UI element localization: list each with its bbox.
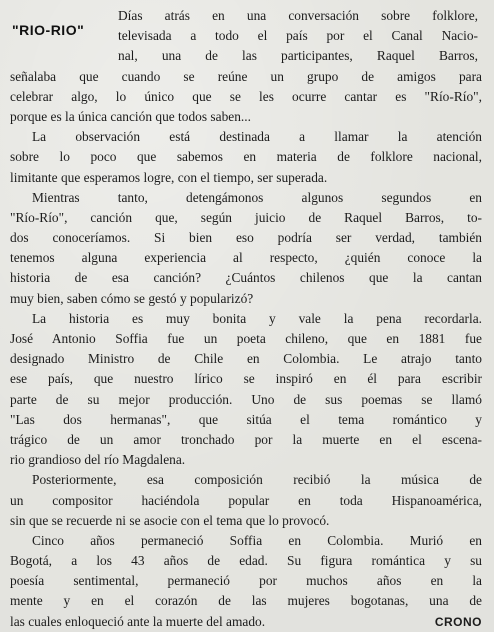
article-line: designado Ministro de Chile en Colombia. Le atrajo tanto	[10, 351, 482, 367]
article-line: señalaba que cuando se reúne un grupo de amigos para	[10, 68, 482, 84]
article-line: nal, una de las participantes, Raquel Barros,	[118, 48, 478, 64]
article-line: limitante que esperamos logre, con el tiempo, ser superada.	[10, 169, 328, 185]
article-line: Cinco años permaneció Soffia en Colombia. Murió en	[32, 532, 482, 548]
article-line: rio grandioso del río Magdalena.	[10, 452, 186, 468]
article-line: tenemos alguna experiencia al respecto, ¿quién conoce la	[10, 250, 482, 266]
article-line: celebrar algo, lo único que se les ocurre cantar es "Río-Río",	[10, 88, 482, 104]
article-line: Mientras tanto, detengámonos algunos segundos en	[32, 189, 482, 205]
article-line: poesía sentimental, permaneció por muchos años en la	[10, 573, 482, 589]
article-line: "Río-Río", canción que, según juicio de Raquel Barros, to-	[10, 209, 482, 225]
article-line: historia de esa canción? ¿Cuántos chilenos que la cantan	[10, 270, 482, 286]
article-line: Bogotá, a los 43 años de edad. Su figura romántica y su	[10, 553, 482, 569]
article-line: Días atrás en una conversación sobre folklore,	[118, 8, 478, 23]
article-line: ese país, que nuestro lírico se inspiró en él para escribir	[10, 371, 482, 387]
byline: CRONO	[434, 614, 482, 629]
article-line: "Las dos hermanas", que sitúa el tema romántico y	[10, 411, 482, 427]
article-line: sin que se recuerde ni se asocie con el tema que lo provocó.	[10, 512, 330, 528]
article-line: trágico de un amor tronchado por la muerte en el escena-	[10, 431, 482, 447]
article-line: dos conoceríamos. Si bien eso podría ser verdad, también	[10, 230, 482, 246]
article-line: muy bien, saben cómo se gestó y popularizó?	[10, 290, 254, 306]
article-line: José Antonio Soffia fue un poeta chileno, que en 1881 fue	[10, 331, 482, 346]
article-line: sobre lo poco que sabemos en materia de folklore nacional,	[10, 149, 482, 165]
article-line: porque es la única canción que todos saben...	[10, 108, 251, 124]
article-line: televisada a todo el país por el Canal Nacio-	[118, 28, 478, 44]
article-line: La historia es muy bonita y vale la pena recordarla.	[32, 310, 482, 326]
article-line: La observación está destinada a llamar la atención	[32, 129, 482, 145]
article-title: "RIO-RIO"	[12, 22, 85, 38]
article-line: mente y en el corazón de las mujeres bogotanas, una de	[10, 593, 482, 609]
article-line: parte de su mejor producción. Uno de sus poemas se llamó	[10, 391, 482, 407]
article-body	[10, 6, 482, 632]
article-line: Posteriormente, esa composición recibió la música de	[32, 472, 482, 488]
article-line: un compositor haciéndola popular en toda Hispanoamérica,	[10, 492, 482, 508]
article-line: las cuales enloqueció ante la muerte del amado. CRONO	[10, 612, 482, 632]
